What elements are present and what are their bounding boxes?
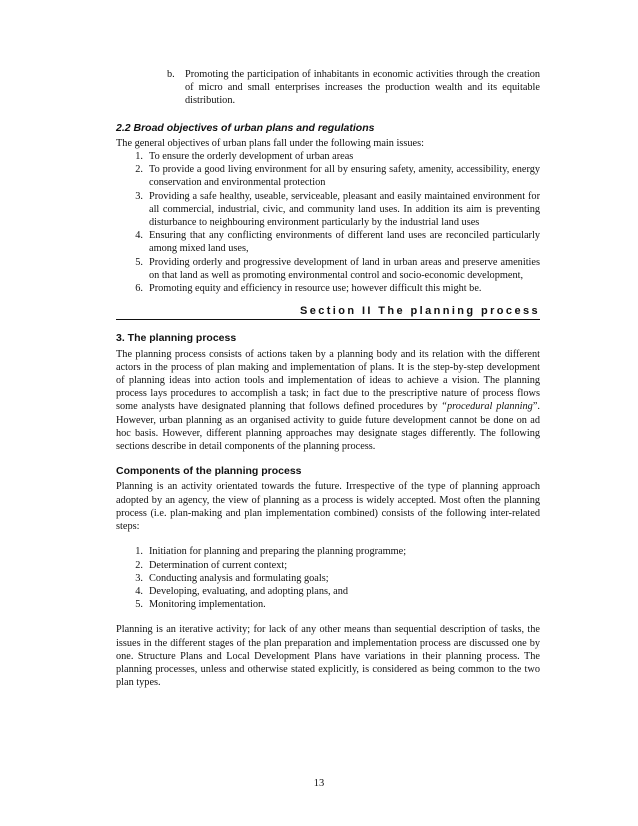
paragraph-text: ”. However, urban planning as an organised activity to guide future development cannot be done on ad hoc basis. However, different planning approaches may designate stages differently. The following sections describe in detail components of the planning process.: [116, 401, 540, 453]
list-item: [116, 572, 540, 585]
list-item-text: Providing orderly and progressive development of land in urban areas and preserve amenities on that land as well as promoting environmental control and socio-economic development,: [149, 256, 540, 281]
list-item-text: Promoting the participation of inhabitants in economic activities through the creation of micro and small enterprises increases the production wealth and its equitable distribution.: [185, 69, 540, 107]
list-number: 6.: [135, 283, 143, 295]
italic-term: “procedural planning: [441, 401, 533, 413]
steps-list: [116, 545, 540, 611]
section-3-heading: 3. The planning process: [116, 332, 237, 345]
list-item-text: To ensure the orderly development of urban areas: [149, 151, 354, 163]
list-number: 3.: [135, 572, 143, 584]
list-item: [116, 150, 540, 163]
list-item-text: Determination of current context;: [149, 559, 288, 571]
list-number: 2.: [135, 559, 143, 571]
list-item-text: Promoting equity and efficiency in resource use; however difficult this might be.: [149, 283, 482, 295]
list-number: 4.: [135, 585, 143, 597]
list-item: [116, 585, 540, 598]
section-2-2-heading: 2.2 Broad objectives of urban plans and regulations: [116, 121, 375, 134]
list-number: 5.: [135, 256, 143, 268]
list-number: 1.: [135, 151, 143, 163]
list-item-text: Developing, evaluating, and adopting plans, and: [149, 585, 349, 597]
list-item-text: Initiation for planning and preparing the planning programme;: [149, 546, 407, 558]
list-marker: b.: [167, 69, 175, 80]
components-heading: Components of the planning process: [116, 465, 302, 478]
list-number: 2.: [135, 164, 143, 176]
document-page: [116, 68, 540, 689]
list-item-text: To provide a good living environment for all by ensuring safety, amenity, accessibility, energy conservation and environmental protection: [149, 164, 540, 189]
list-item: [116, 559, 540, 572]
closing-paragraph: Planning is an iterative activity; for lack of any other means than sequential description of tasks, the issues in the different stages of the plan preparation and implementation process are discussed one by one. Structure Plans and Local Development Plans have variations in their planning process. The planning processes, unless and otherwise stated explicitly, is considered as being common to the two plan types.: [116, 624, 540, 689]
list-item: [116, 229, 540, 255]
list-number: 5.: [135, 599, 143, 611]
list-number: 4.: [135, 230, 143, 242]
list-item-text: Providing a safe healthy, useable, serviceable, pleasant and easily maintained environment for all commercial, industrial, civic, and community land uses. In addition its aim is preventing disturbance to neighbouring environment particularly by the industrial land uses: [149, 190, 540, 229]
list-item-text: Ensuring that any conflicting environments of different land uses are reconciled particularly among mixed land uses,: [149, 230, 540, 255]
section-2-2-intro: The general objectives of urban plans fall under the following main issues:: [116, 137, 424, 149]
list-item: [116, 190, 540, 230]
components-paragraph: Planning is an activity orientated towards the future. Irrespective of the type of planning approach adopted by an agency, the view of planning as a process is widely accepted. Most often the planning process (i.e. plan-making and plan implementation combined) consists of the following inter-related steps:: [116, 481, 540, 533]
list-item: [116, 256, 540, 282]
list-item: [116, 163, 540, 189]
section-3-paragraph: [116, 348, 540, 454]
list-item: [116, 545, 540, 558]
list-item-text: Conducting analysis and formulating goals;: [149, 572, 329, 584]
page-number: 13: [313, 778, 325, 789]
list-number: 3.: [135, 190, 143, 202]
list-item-text: Monitoring implementation.: [149, 599, 266, 611]
list-item: [116, 598, 540, 611]
list-item-b: [167, 68, 540, 108]
section-banner: Section II The planning process: [116, 305, 540, 320]
list-number: 1.: [135, 546, 143, 558]
list-item: [116, 282, 540, 295]
objectives-list: [116, 150, 540, 295]
paragraph-text: The planning process consists of actions taken by a planning body and its relation with the different actors in the process of plan making and implementation of plans. It is the step-by-step development of planning ideas into action tools and implementation of ideas to achieve a vision. The planning process lays procedures to accomplish a task; in fact due to the prescriptive nature of process flows some analysts have designated planning that follows defined procedures by: [116, 348, 540, 413]
